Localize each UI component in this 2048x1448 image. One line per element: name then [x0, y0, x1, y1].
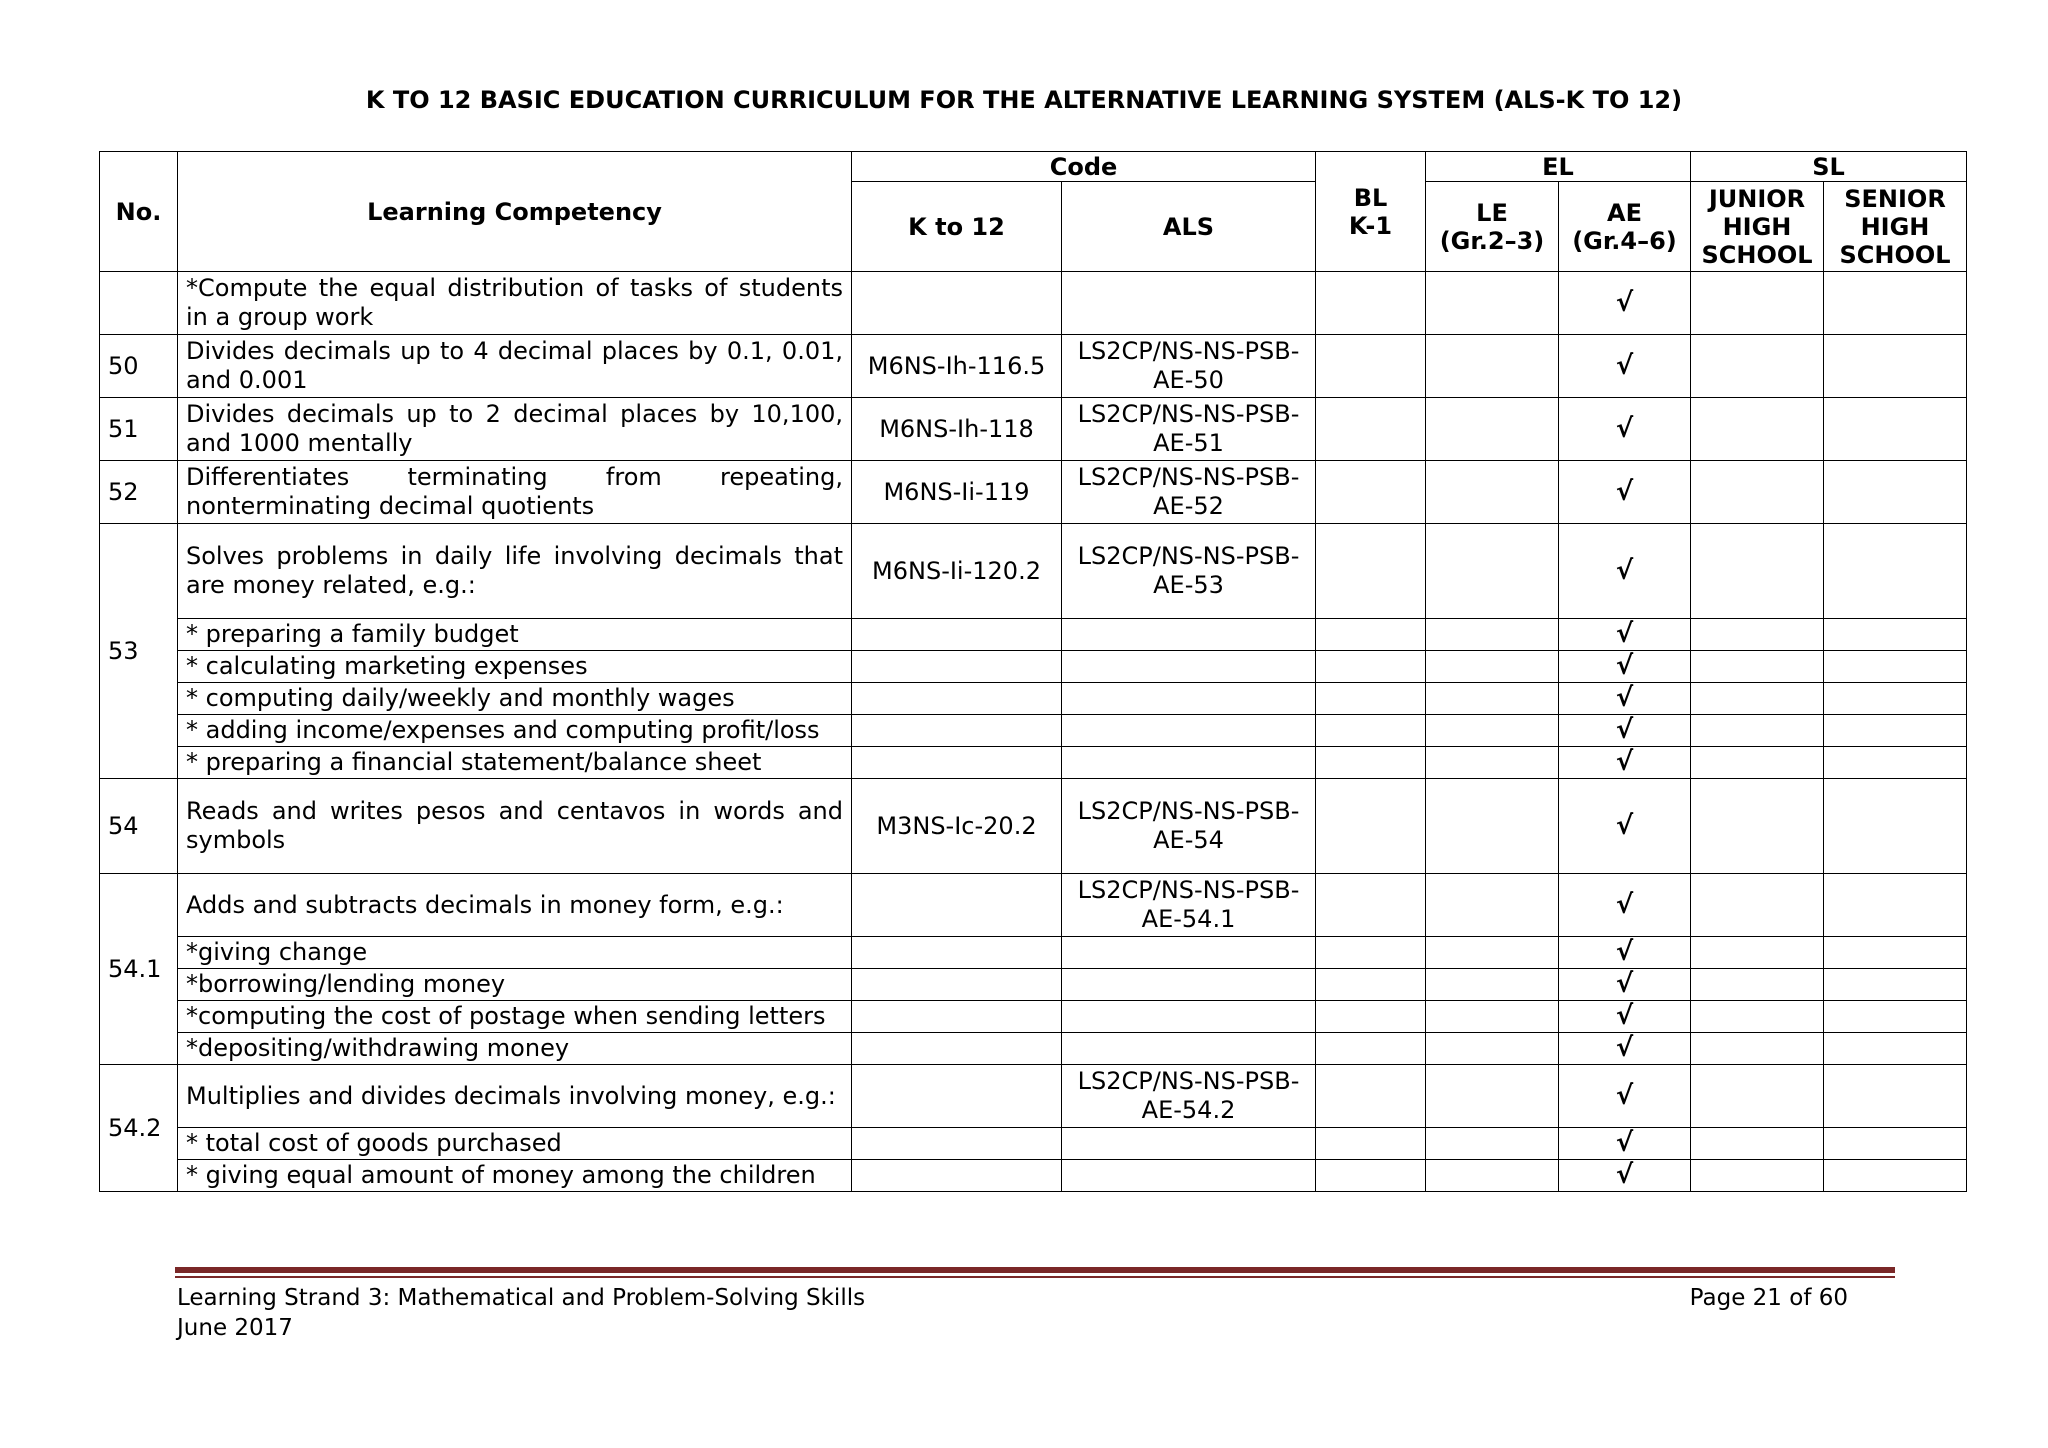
competency-sub-item: *borrowing/lending money — [178, 969, 852, 1001]
competency-cell: Divides decimals up to 4 decimal places by 0.1, 0.01, and 0.001 — [178, 335, 852, 398]
check-mark-icon: √ — [1559, 461, 1691, 524]
check-mark-icon: √ — [1559, 1065, 1691, 1128]
als-code: LS2CP/NS-NS-PSB- AE-54 — [1062, 779, 1316, 874]
competency-sub-item: *giving change — [178, 937, 852, 969]
check-mark-icon: √ — [1559, 969, 1691, 1001]
competency-sub-item: *computing the cost of postage when sending letters — [178, 1001, 852, 1033]
table-row — [100, 1128, 1967, 1160]
row-number: 51 — [100, 398, 178, 461]
competency-cell: Divides decimals up to 2 decimal places by 10,100, and 1000 mentally — [178, 398, 852, 461]
check-mark-icon: √ — [1559, 779, 1691, 874]
footer-divider-thin — [175, 1276, 1895, 1278]
table-row — [100, 715, 1967, 747]
k12-code: M6NS-Ih-116.5 — [852, 335, 1062, 398]
check-mark-icon: √ — [1559, 1001, 1691, 1033]
table-row — [100, 1065, 1967, 1128]
table-row — [100, 779, 1967, 874]
curriculum-table — [99, 151, 1967, 1192]
table-row — [100, 619, 1967, 651]
footer-date: June 2017 — [177, 1315, 293, 1341]
competency-sub-item: * total cost of goods purchased — [178, 1128, 852, 1160]
table-row — [100, 683, 1967, 715]
als-code: LS2CP/NS-NS-PSB- AE-51 — [1062, 398, 1316, 461]
footer-page-number: Page 21 of 60 — [1689, 1285, 1848, 1311]
row-number: 52 — [100, 461, 178, 524]
row-number: 50 — [100, 335, 178, 398]
als-code: LS2CP/NS-NS-PSB- AE-54.1 — [1062, 874, 1316, 937]
als-code: LS2CP/NS-NS-PSB- AE-50 — [1062, 335, 1316, 398]
table-row — [100, 747, 1967, 779]
header-row-top — [100, 152, 1967, 182]
check-mark-icon: √ — [1559, 715, 1691, 747]
check-mark-icon: √ — [1559, 1160, 1691, 1192]
check-mark-icon: √ — [1559, 524, 1691, 619]
header-senior-high: SENIOR HIGH SCHOOL — [1824, 182, 1967, 272]
header-junior-high: JUNIOR HIGH SCHOOL — [1691, 182, 1824, 272]
header-le: LE (Gr.2–3) — [1426, 182, 1559, 272]
table-row — [100, 937, 1967, 969]
table-row — [100, 651, 1967, 683]
competency-sub-item: * preparing a family budget — [178, 619, 852, 651]
footer-divider — [175, 1267, 1895, 1273]
als-code: LS2CP/NS-NS-PSB- AE-54.2 — [1062, 1065, 1316, 1128]
row-number — [100, 272, 178, 335]
row-number: 54.1 — [100, 874, 178, 1065]
competency-cell: Reads and writes pesos and centavos in words and symbols — [178, 779, 852, 874]
competency-sub-item: *depositing/withdrawing money — [178, 1033, 852, 1065]
header-als: ALS — [1062, 182, 1316, 272]
table-row — [100, 874, 1967, 937]
header-learning-competency: Learning Competency — [178, 152, 852, 272]
header-k-to-12: K to 12 — [852, 182, 1062, 272]
row-number: 54.2 — [100, 1065, 178, 1192]
als-code: LS2CP/NS-NS-PSB- AE-53 — [1062, 524, 1316, 619]
table-row — [100, 335, 1967, 398]
als-code: LS2CP/NS-NS-PSB- AE-52 — [1062, 461, 1316, 524]
table-row — [100, 272, 1967, 335]
check-mark-icon: √ — [1559, 651, 1691, 683]
header-el: EL — [1426, 152, 1691, 182]
competency-cell: Adds and subtracts decimals in money form, e.g.: — [178, 874, 852, 937]
k12-code: M6NS-Ii-119 — [852, 461, 1062, 524]
competency-cell: Multiplies and divides decimals involving money, e.g.: — [178, 1065, 852, 1128]
check-mark-icon: √ — [1559, 747, 1691, 779]
check-mark-icon: √ — [1559, 1128, 1691, 1160]
table-row — [100, 524, 1967, 619]
competency-cell: Solves problems in daily life involving decimals that are money related, e.g.: — [178, 524, 852, 619]
check-mark-icon: √ — [1559, 1033, 1691, 1065]
header-sl: SL — [1691, 152, 1967, 182]
header-no: No. — [100, 152, 178, 272]
competency-sub-item: * computing daily/weekly and monthly wages — [178, 683, 852, 715]
table-row — [100, 1160, 1967, 1192]
check-mark-icon: √ — [1559, 335, 1691, 398]
competency-cell: *Compute the equal distribution of tasks of students in a group work — [178, 272, 852, 335]
header-bl: BL K-1 — [1316, 152, 1426, 272]
row-number: 53 — [100, 524, 178, 779]
header-code: Code — [852, 152, 1316, 182]
table-row — [100, 398, 1967, 461]
table-row — [100, 1001, 1967, 1033]
footer-strand: Learning Strand 3: Mathematical and Problem-Solving Skills — [177, 1285, 866, 1311]
competency-sub-item: * preparing a financial statement/balance sheet — [178, 747, 852, 779]
check-mark-icon: √ — [1559, 937, 1691, 969]
check-mark-icon: √ — [1559, 683, 1691, 715]
document-title: K TO 12 BASIC EDUCATION CURRICULUM FOR THE ALTERNATIVE LEARNING SYSTEM (ALS-K TO 12) — [365, 86, 1683, 114]
competency-sub-item: * adding income/expenses and computing profit/loss — [178, 715, 852, 747]
check-mark-icon: √ — [1559, 272, 1691, 335]
k12-code: M3NS-Ic-20.2 — [852, 779, 1062, 874]
table-row — [100, 1033, 1967, 1065]
k12-code: M6NS-Ii-120.2 — [852, 524, 1062, 619]
row-number: 54 — [100, 779, 178, 874]
competency-sub-item: * calculating marketing expenses — [178, 651, 852, 683]
check-mark-icon: √ — [1559, 874, 1691, 937]
check-mark-icon: √ — [1559, 619, 1691, 651]
check-mark-icon: √ — [1559, 398, 1691, 461]
table-row — [100, 461, 1967, 524]
competency-sub-item: * giving equal amount of money among the children — [178, 1160, 852, 1192]
table-row — [100, 969, 1967, 1001]
competency-cell: Differentiates terminating from repeating, nonterminating decimal quotients — [178, 461, 852, 524]
k12-code: M6NS-Ih-118 — [852, 398, 1062, 461]
footer-left — [177, 1283, 865, 1343]
header-ae: AE (Gr.4–6) — [1559, 182, 1691, 272]
